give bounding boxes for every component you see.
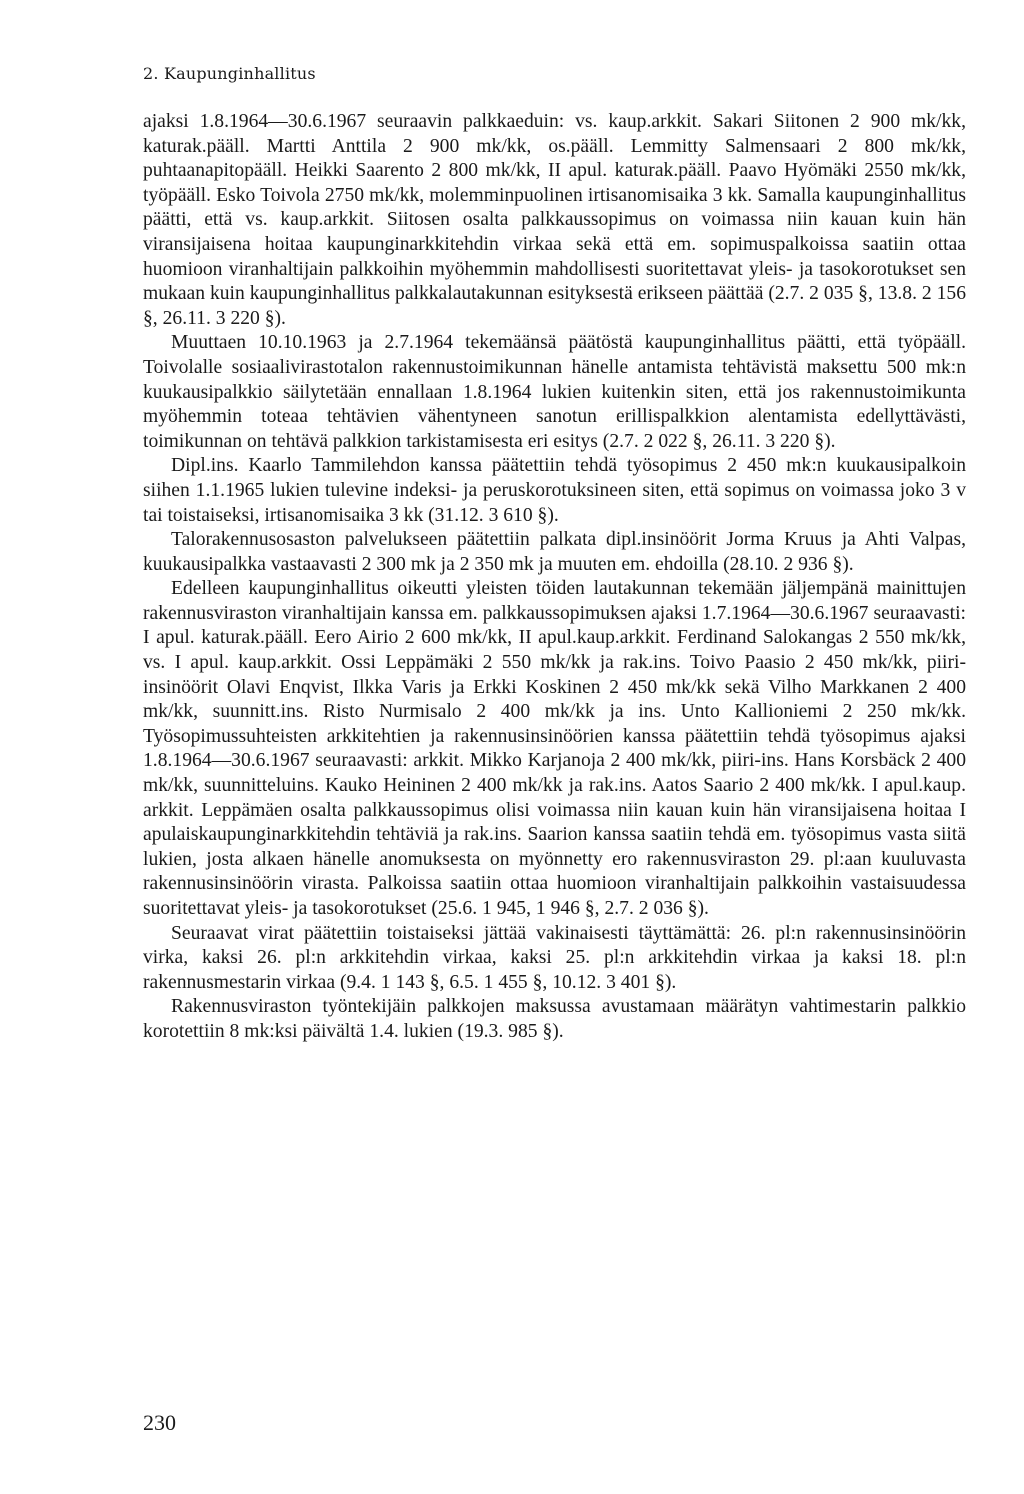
- paragraph-toivola-fee: Muuttaen 10.10.1963 ja 2.7.1964 tekemäänsä päätöstä kaupunginhallitus päätti, että työpääll. Toivolalle sosiaalivirastotalon rakennustoimikunnan hänelle antamista tehtävistä maksettu 500 mk:n kuukausipalkkio säilytetään ennallaan 1.8.1964 lukien kuitenkin siten, että jos rakennustoimikunta myöhemmin toteaa tehtävien vähentyneen sanotun erillispalkkion alentamista edellyttävästi, toimikunnan on tehtävä palkkion tarkistamisesta eri esitys (2.7. 2 022 §, 26.11. 3 220 §).: [143, 332, 966, 452]
- running-header: 2. Kaupunginhallitus: [143, 64, 316, 83]
- paragraph-building-office-staff: Edelleen kaupunginhallitus oikeutti yleisten töiden lautakunnan tekemään jäljempänä mainittujen rakennusviraston viranhaltijain kanssa em. palkkaussopimuksen ajaksi 1.7.1964—30.6.1967 seuraavasti: I apul. katurak.pääll. Eero Airio 2 600 mk/kk, II apul.kaup.arkkit. Ferdinand Salokangas 2 550 mk/kk, vs. I apul. kaup.arkkit. Ossi Leppämäki 2 550 mk/kk ja rak.ins. Toivo Paasio 2 450 mk/kk, piiri-insinöörit Olavi Enqvist, Ilkka Varis ja Erkki Koskinen 2 450 mk/kk sekä Vilho Markkanen 2 400 mk/kk, suunnitt.ins. Risto Nurmisalo 2 400 mk/kk ja ins. Unto Kallioniemi 2 250 mk/kk. Työsopimussuhteisten arkkitehtien ja rakennusinsinöörien kanssa päätettiin tehdä työsopimus ajaksi 1.8.1964—30.6.1967 seuraavasti: arkkit. Mikko Karjanoja 2 400 mk/kk, piiri-ins. Hans Korsbäck 2 400 mk/kk, suunnitteluins. Kauko Heininen 2 400 mk/kk ja rak.ins. Aatos Saario 2 400 mk/kk. I apul.kaup. arkkit. Leppämäen osalta palkkaussopimus olisi voimassa niin kauan kuin hän viransijaisena hoitaa I apulaiskaupunginarkkitehdin tehtäviä ja rak.ins. Saarion kanssa saatiin tehdä em. työsopimus vasta siitä lukien, josta alkaen hänelle anomuksesta on myönnetty ero rakennusviraston 29. pl:aan kuuluvasta rakennusinsinöörin virasta. Palkoissa saatiin ottaa huomioon viranhaltijain palkkoihin vastaisuudessa suoritettavat yleis- ja tasokorotukset (25.6. 1 945, 1 946 §, 2.7. 2 036 §).: [143, 578, 966, 919]
- page-number: 230: [143, 1410, 176, 1435]
- paragraph-new-engineers: Talorakennusosaston palvelukseen päätettiin palkata dipl.insinöörit Jorma Kruus ja Ahti Valpas, kuukausipalkka vastaavasti 2 300 mk ja 2 350 mk ja muuten em. ehdoilla (28.10. 2 936 §).: [143, 529, 966, 575]
- paragraph-tammilehto-contract: Dipl.ins. Kaarlo Tammilehdon kanssa päätettiin tehdä työsopimus 2 450 mk:n kuukausipalkoin siihen 1.1.1965 lukien tulevine indeksi- ja peruskorotuksineen siten, että sopimus on voimassa joko 3 v tai toistaiseksi, irtisanomisaika 3 kk (31.12. 3 610 §).: [143, 455, 966, 526]
- paragraph-janitor-fee: Rakennusviraston työntekijäin palkkojen maksussa avustamaan määrätyn vahtimestarin palkkio korotettiin 8 mk:ksi päivältä 1.4. lukien (19.3. 985 §).: [143, 996, 966, 1042]
- paragraph-vacant-posts: Seuraavat virat päätettiin toistaiseksi jättää vakinaisesti täyttämättä: 26. pl:n rakennusinsinöörin virka, kaksi 26. pl:n arkkitehdin virkaa, kaksi 25. pl:n arkkitehdin virkaa ja kaksi 18. pl:n rakennusmestarin virkaa (9.4. 1 143 §, 6.5. 1 455 §, 10.12. 3 401 §).: [143, 922, 966, 993]
- body-text: [143, 110, 966, 1045]
- paragraph-salary-terms: ajaksi 1.8.1964—30.6.1967 seuraavin palkkaeduin: vs. kaup.arkkit. Sakari Siitonen 2 900 mk/kk, katurak.pääll. Martti Anttila 2 900 mk/kk, os.pääll. Lemmitty Salmensaari 2 800 mk/kk, puhtaanapitopääll. Heikki Saarento 2 800 mk/kk, II apul. katurak.pääll. Paavo Hyömäki 2550 mk/kk, työpääll. Esko Toivola 2750 mk/kk, molemminpuolinen irtisanomisaika 3 kk. Samalla kaupunginhallitus päätti, että vs. kaup.arkkit. Siitosen osalta palkkaussopimus on voimassa niin kauan kuin hän viransijaisena hoitaa kaupunginarkkitehdin virkaa sekä että em. sopimuspalkoissa saatiin ottaa huomioon viranhaltijain palkkoihin myöhemmin mahdollisesti suoritettavat yleis- ja tasokorotukset sen mukaan kuin kaupunginhallitus palkkalautakunnan esityksestä erikseen päättää (2.7. 2 035 §, 13.8. 2 156 §, 26.11. 3 220 §).: [143, 111, 966, 329]
